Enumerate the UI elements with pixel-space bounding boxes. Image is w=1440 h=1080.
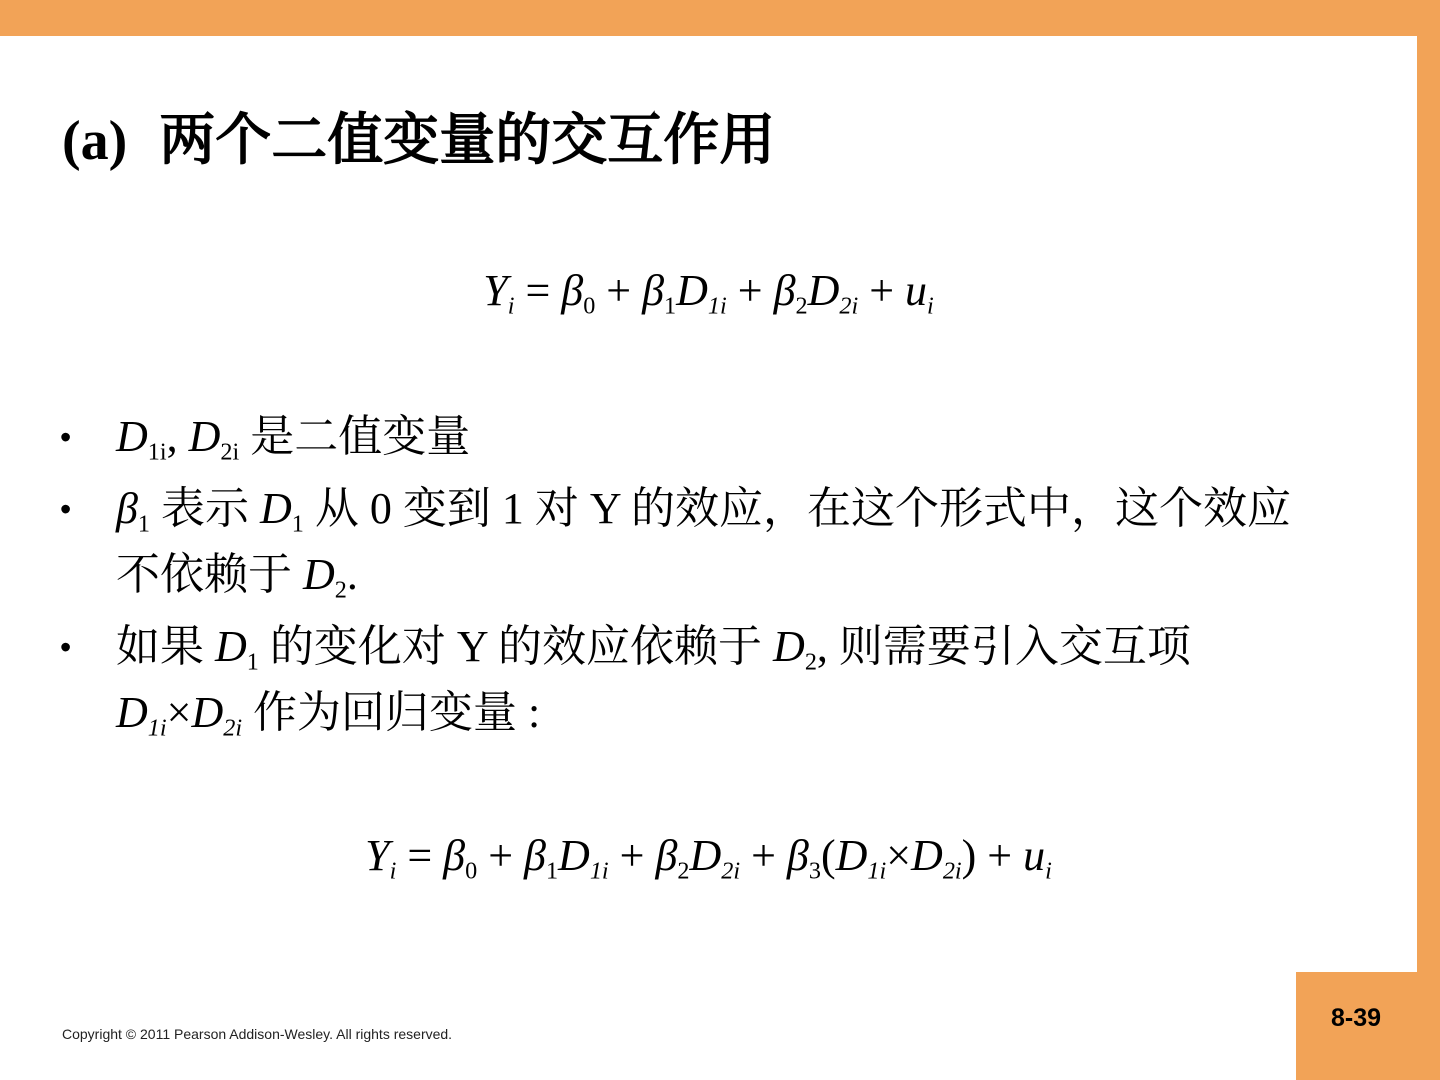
bullet-marker: •: [60, 629, 72, 665]
bullet-item: • $\beta_1$ 表示 $D_1$ 从 0 变到 1 对 Y 的效应，在这个形式中，这个效应不依赖于 $D_2$.: [60, 476, 1320, 608]
bullet-item: • $D_{1i}$, $D_{2i}$ 是二值变量: [60, 404, 1320, 470]
bullet-marker: •: [60, 491, 72, 527]
bullet-marker: •: [60, 419, 72, 455]
top-accent-bar: [0, 0, 1440, 36]
equation-interaction-model: $Y_i = \beta_0 + \beta_1D_{1i} + \beta_2D_{2i} + \beta_3(D_{1i}\times D_{2i}) + u_i$: [365, 831, 1052, 885]
slide-title: [62, 96, 775, 176]
copyright-notice: Copyright © 2011 Pearson Addison-Wesley. All rights reserved.: [62, 1026, 453, 1042]
page-number: 8-39: [1330, 1004, 1382, 1032]
right-accent-bar: [1417, 0, 1440, 1080]
bullet-item: • 如果 $D_1$ 的变化对 Y 的效应依赖于 $D_2$, 则需要引入交互项 $D_{1i}\times D_{2i}$ 作为回归变量 :: [60, 614, 1320, 746]
bullet-list: [60, 404, 1320, 752]
title-label: (a): [62, 110, 128, 172]
title-text: 两个二值变量的交互作用: [159, 110, 776, 172]
equation-model: $Y_i = \beta_0 + \beta_1D_{1i} + \beta_2D_{2i} + u_i$: [483, 266, 934, 320]
